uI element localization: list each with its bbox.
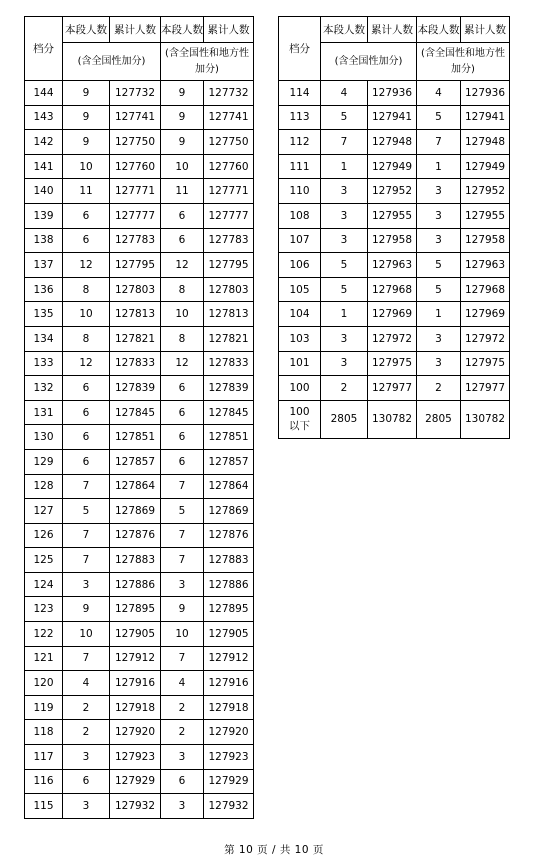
cumulative-count-cell: 127777 xyxy=(204,203,254,228)
segment-count-cell: 11 xyxy=(63,179,110,204)
segment-count-cell: 3 xyxy=(161,745,204,770)
table-row xyxy=(25,597,254,622)
cumulative-count-cell: 127949 xyxy=(368,154,417,179)
segment-count-cell: 3 xyxy=(417,203,461,228)
segment-count-cell: 2 xyxy=(161,695,204,720)
segment-count-cell: 9 xyxy=(63,105,110,130)
segment-count-cell: 5 xyxy=(417,105,461,130)
segment-count-cell: 5 xyxy=(161,499,204,524)
cumulative-count-cell: 127750 xyxy=(204,130,254,155)
cumulative-count-cell: 127918 xyxy=(110,695,161,720)
cumulative-count-cell: 127912 xyxy=(204,646,254,671)
segment-count-cell: 2805 xyxy=(321,400,368,438)
cumulative-count-cell: 127963 xyxy=(368,253,417,278)
score-cell: 127 xyxy=(25,499,63,524)
segment-count-cell: 6 xyxy=(63,449,110,474)
segment-count-cell: 2 xyxy=(321,376,368,401)
cumulative-count-cell: 127936 xyxy=(368,81,417,106)
cumulative-count-cell: 127905 xyxy=(110,622,161,647)
header-score: 档分 xyxy=(279,17,321,81)
score-cell: 100 xyxy=(279,376,321,401)
table-row xyxy=(25,695,254,720)
cumulative-count-cell: 127886 xyxy=(204,572,254,597)
cumulative-count-cell: 127813 xyxy=(110,302,161,327)
cumulative-count-cell: 127958 xyxy=(368,228,417,253)
score-cell: 110 xyxy=(279,179,321,204)
segment-count-cell: 6 xyxy=(161,203,204,228)
segment-count-cell: 1 xyxy=(417,154,461,179)
segment-count-cell: 3 xyxy=(63,745,110,770)
table-row xyxy=(25,154,254,179)
score-cell: 136 xyxy=(25,277,63,302)
cumulative-count-cell: 127969 xyxy=(461,302,510,327)
cumulative-count-cell: 127845 xyxy=(204,400,254,425)
segment-count-cell: 6 xyxy=(161,376,204,401)
cumulative-count-cell: 127975 xyxy=(461,351,510,376)
score-cell: 116 xyxy=(25,769,63,794)
table-row xyxy=(25,130,254,155)
table-row xyxy=(25,548,254,573)
segment-count-cell: 2805 xyxy=(417,400,461,438)
score-cell: 119 xyxy=(25,695,63,720)
segment-count-cell: 3 xyxy=(417,326,461,351)
table-row xyxy=(25,449,254,474)
segment-count-cell: 5 xyxy=(63,499,110,524)
table-row xyxy=(25,572,254,597)
score-line-suffix: 以下 xyxy=(289,420,310,433)
score-cell: 114 xyxy=(279,81,321,106)
segment-count-cell: 1 xyxy=(321,154,368,179)
table-row xyxy=(25,499,254,524)
cumulative-count-cell: 127948 xyxy=(368,130,417,155)
table-row xyxy=(25,622,254,647)
cumulative-count-cell: 127955 xyxy=(368,203,417,228)
cumulative-count-cell: 127923 xyxy=(110,745,161,770)
segment-count-cell: 9 xyxy=(63,130,110,155)
cumulative-count-cell: 130782 xyxy=(461,400,510,438)
table-row xyxy=(25,474,254,499)
cumulative-count-cell: 127886 xyxy=(110,572,161,597)
score-cell: 129 xyxy=(25,449,63,474)
segment-count-cell: 2 xyxy=(63,695,110,720)
cumulative-count-cell: 127783 xyxy=(110,228,161,253)
segment-count-cell: 12 xyxy=(161,351,204,376)
score-cell: 103 xyxy=(279,326,321,351)
cumulative-count-cell: 127864 xyxy=(110,474,161,499)
segment-count-cell: 3 xyxy=(417,351,461,376)
segment-count-cell: 6 xyxy=(63,425,110,450)
score-cell: 137 xyxy=(25,253,63,278)
segment-count-cell: 3 xyxy=(63,794,110,819)
segment-count-cell: 4 xyxy=(63,671,110,696)
cumulative-count-cell: 127869 xyxy=(110,499,161,524)
table-row xyxy=(279,277,510,302)
table-row xyxy=(25,326,254,351)
segment-count-cell: 7 xyxy=(161,523,204,548)
cumulative-count-cell: 127932 xyxy=(110,794,161,819)
table-row-below-100 xyxy=(279,400,510,438)
cumulative-count-cell: 127969 xyxy=(368,302,417,327)
segment-count-cell: 3 xyxy=(417,179,461,204)
cumulative-count-cell: 127923 xyxy=(204,745,254,770)
segment-count-cell: 6 xyxy=(63,203,110,228)
segment-count-cell: 12 xyxy=(63,351,110,376)
segment-count-cell: 12 xyxy=(161,253,204,278)
score-cell: 101 xyxy=(279,351,321,376)
segment-count-cell: 10 xyxy=(161,302,204,327)
score-cell: 131 xyxy=(25,400,63,425)
score-table-right xyxy=(278,16,510,439)
cumulative-count-cell: 127777 xyxy=(110,203,161,228)
score-cell: 111 xyxy=(279,154,321,179)
segment-count-cell: 10 xyxy=(63,622,110,647)
segment-count-cell: 6 xyxy=(161,400,204,425)
header-score: 档分 xyxy=(25,17,63,81)
segment-count-cell: 3 xyxy=(321,351,368,376)
table-row xyxy=(25,794,254,819)
segment-count-cell: 7 xyxy=(63,646,110,671)
table-row xyxy=(25,179,254,204)
segment-count-cell: 6 xyxy=(161,425,204,450)
cumulative-count-cell: 127949 xyxy=(461,154,510,179)
cumulative-count-cell: 127948 xyxy=(461,130,510,155)
score-cell: 144 xyxy=(25,81,63,106)
page-footer: 第 10 页 / 共 10 页 xyxy=(224,844,324,856)
cumulative-count-cell: 127920 xyxy=(204,720,254,745)
segment-count-cell: 6 xyxy=(63,228,110,253)
table-row xyxy=(25,400,254,425)
segment-count-cell: 7 xyxy=(161,548,204,573)
segment-count-cell: 10 xyxy=(161,622,204,647)
right-table-body xyxy=(279,17,510,439)
table-row xyxy=(25,277,254,302)
score-cell: 124 xyxy=(25,572,63,597)
segment-count-cell: 2 xyxy=(417,376,461,401)
cumulative-count-cell: 127895 xyxy=(110,597,161,622)
cumulative-count-cell: 127864 xyxy=(204,474,254,499)
segment-count-cell: 8 xyxy=(63,277,110,302)
cumulative-count-cell: 127883 xyxy=(204,548,254,573)
cumulative-count-cell: 127833 xyxy=(204,351,254,376)
header-cumulative-count: 累计人数 xyxy=(204,17,254,43)
table-row xyxy=(279,326,510,351)
segment-count-cell: 5 xyxy=(321,277,368,302)
segment-count-cell: 8 xyxy=(161,277,204,302)
segment-count-cell: 3 xyxy=(417,228,461,253)
cumulative-count-cell: 130782 xyxy=(368,400,417,438)
cumulative-count-cell: 127918 xyxy=(204,695,254,720)
segment-count-cell: 6 xyxy=(63,769,110,794)
cumulative-count-cell: 127771 xyxy=(204,179,254,204)
cumulative-count-cell: 127977 xyxy=(461,376,510,401)
header-segment-count: 本段人数 xyxy=(161,17,204,43)
cumulative-count-cell: 127977 xyxy=(368,376,417,401)
score-cell: 121 xyxy=(25,646,63,671)
cumulative-count-cell: 127920 xyxy=(110,720,161,745)
segment-count-cell: 6 xyxy=(161,449,204,474)
cumulative-count-cell: 127857 xyxy=(110,449,161,474)
score-cell: 105 xyxy=(279,277,321,302)
cumulative-count-cell: 127803 xyxy=(204,277,254,302)
segment-count-cell: 5 xyxy=(417,277,461,302)
table-row xyxy=(279,105,510,130)
score-cell: 133 xyxy=(25,351,63,376)
segment-count-cell: 3 xyxy=(321,326,368,351)
table-row xyxy=(279,228,510,253)
segment-count-cell: 3 xyxy=(63,572,110,597)
segment-count-cell: 3 xyxy=(321,203,368,228)
cumulative-count-cell: 127833 xyxy=(110,351,161,376)
segment-count-cell: 2 xyxy=(63,720,110,745)
segment-count-cell: 3 xyxy=(161,572,204,597)
segment-count-cell: 4 xyxy=(161,671,204,696)
table-row xyxy=(279,81,510,106)
segment-count-cell: 8 xyxy=(63,326,110,351)
score-cell: 139 xyxy=(25,203,63,228)
segment-count-cell: 6 xyxy=(161,769,204,794)
cumulative-count-cell: 127895 xyxy=(204,597,254,622)
segment-count-cell: 1 xyxy=(321,302,368,327)
score-cell: 140 xyxy=(25,179,63,204)
score-cell: 115 xyxy=(25,794,63,819)
score-cell: 134 xyxy=(25,326,63,351)
score-cell: 128 xyxy=(25,474,63,499)
cumulative-count-cell: 127941 xyxy=(368,105,417,130)
cumulative-count-cell: 127883 xyxy=(110,548,161,573)
segment-count-cell: 6 xyxy=(63,400,110,425)
segment-count-cell: 5 xyxy=(321,253,368,278)
segment-count-cell: 9 xyxy=(161,130,204,155)
segment-count-cell: 4 xyxy=(417,81,461,106)
score-cell: 132 xyxy=(25,376,63,401)
table-row xyxy=(25,425,254,450)
segment-count-cell: 7 xyxy=(63,548,110,573)
score-cell: 118 xyxy=(25,720,63,745)
cumulative-count-cell: 127968 xyxy=(368,277,417,302)
score-cell xyxy=(279,400,321,438)
cumulative-count-cell: 127857 xyxy=(204,449,254,474)
score-cell: 112 xyxy=(279,130,321,155)
cumulative-count-cell: 127760 xyxy=(204,154,254,179)
score-cell: 123 xyxy=(25,597,63,622)
segment-count-cell: 9 xyxy=(63,597,110,622)
score-line: 100 xyxy=(289,406,310,419)
segment-count-cell: 6 xyxy=(161,228,204,253)
segment-count-cell: 9 xyxy=(161,81,204,106)
score-cell: 130 xyxy=(25,425,63,450)
score-cell: 141 xyxy=(25,154,63,179)
segment-count-cell: 12 xyxy=(63,253,110,278)
cumulative-count-cell: 127972 xyxy=(461,326,510,351)
cumulative-count-cell: 127851 xyxy=(110,425,161,450)
table-row xyxy=(279,179,510,204)
segment-count-cell: 9 xyxy=(63,81,110,106)
segment-count-cell: 8 xyxy=(161,326,204,351)
segment-count-cell: 10 xyxy=(161,154,204,179)
cumulative-count-cell: 127941 xyxy=(461,105,510,130)
header-note-national-local: (含全国性和地方性加分) xyxy=(417,43,510,81)
segment-count-cell: 7 xyxy=(417,130,461,155)
table-row xyxy=(25,376,254,401)
cumulative-count-cell: 127952 xyxy=(461,179,510,204)
segment-count-cell: 3 xyxy=(321,228,368,253)
score-cell: 142 xyxy=(25,130,63,155)
cumulative-count-cell: 127750 xyxy=(110,130,161,155)
cumulative-count-cell: 127905 xyxy=(204,622,254,647)
score-cell: 125 xyxy=(25,548,63,573)
segment-count-cell: 3 xyxy=(161,794,204,819)
segment-count-cell: 2 xyxy=(161,720,204,745)
table-row xyxy=(279,351,510,376)
cumulative-count-cell: 127783 xyxy=(204,228,254,253)
segment-count-cell: 6 xyxy=(63,376,110,401)
cumulative-count-cell: 127932 xyxy=(204,794,254,819)
cumulative-count-cell: 127916 xyxy=(204,671,254,696)
score-cell: 143 xyxy=(25,105,63,130)
segment-count-cell: 9 xyxy=(161,597,204,622)
table-row xyxy=(279,376,510,401)
score-cell: 108 xyxy=(279,203,321,228)
segment-count-cell: 7 xyxy=(161,646,204,671)
segment-count-cell: 7 xyxy=(161,474,204,499)
score-cell: 106 xyxy=(279,253,321,278)
cumulative-count-cell: 127760 xyxy=(110,154,161,179)
cumulative-count-cell: 127732 xyxy=(204,81,254,106)
left-table-body xyxy=(25,17,254,819)
cumulative-count-cell: 127795 xyxy=(204,253,254,278)
segment-count-cell: 5 xyxy=(417,253,461,278)
table-row xyxy=(25,671,254,696)
cumulative-count-cell: 127936 xyxy=(461,81,510,106)
cumulative-count-cell: 127839 xyxy=(204,376,254,401)
score-cell: 135 xyxy=(25,302,63,327)
header-segment-count: 本段人数 xyxy=(321,17,368,43)
cumulative-count-cell: 127958 xyxy=(461,228,510,253)
cumulative-count-cell: 127929 xyxy=(204,769,254,794)
table-row xyxy=(25,228,254,253)
cumulative-count-cell: 127821 xyxy=(110,326,161,351)
table-row xyxy=(279,203,510,228)
cumulative-count-cell: 127952 xyxy=(368,179,417,204)
segment-count-cell: 9 xyxy=(161,105,204,130)
header-note-national: (含全国性加分) xyxy=(63,43,161,81)
table-row xyxy=(279,154,510,179)
score-cell: 122 xyxy=(25,622,63,647)
cumulative-count-cell: 127821 xyxy=(204,326,254,351)
cumulative-count-cell: 127732 xyxy=(110,81,161,106)
cumulative-count-cell: 127968 xyxy=(461,277,510,302)
cumulative-count-cell: 127741 xyxy=(110,105,161,130)
table-row xyxy=(25,302,254,327)
segment-count-cell: 4 xyxy=(321,81,368,106)
segment-count-cell: 7 xyxy=(63,523,110,548)
cumulative-count-cell: 127813 xyxy=(204,302,254,327)
cumulative-count-cell: 127851 xyxy=(204,425,254,450)
score-cell: 104 xyxy=(279,302,321,327)
header-note-national-local: (含全国性和地方性加分) xyxy=(161,43,254,81)
table-row xyxy=(25,646,254,671)
cumulative-count-cell: 127876 xyxy=(110,523,161,548)
score-cell: 120 xyxy=(25,671,63,696)
table-row xyxy=(279,302,510,327)
score-table-left xyxy=(24,16,254,819)
score-cell: 107 xyxy=(279,228,321,253)
table-row xyxy=(25,203,254,228)
table-row xyxy=(279,253,510,278)
table-row xyxy=(25,105,254,130)
segment-count-cell: 10 xyxy=(63,154,110,179)
cumulative-count-cell: 127929 xyxy=(110,769,161,794)
header-cumulative-count: 累计人数 xyxy=(368,17,417,43)
segment-count-cell: 10 xyxy=(63,302,110,327)
table-row xyxy=(25,745,254,770)
table-row xyxy=(279,130,510,155)
cumulative-count-cell: 127839 xyxy=(110,376,161,401)
score-cell: 117 xyxy=(25,745,63,770)
header-cumulative-count: 累计人数 xyxy=(461,17,510,43)
table-row xyxy=(25,253,254,278)
cumulative-count-cell: 127803 xyxy=(110,277,161,302)
segment-count-cell: 1 xyxy=(417,302,461,327)
cumulative-count-cell: 127741 xyxy=(204,105,254,130)
table-row xyxy=(25,769,254,794)
cumulative-count-cell: 127869 xyxy=(204,499,254,524)
table-row xyxy=(25,720,254,745)
cumulative-count-cell: 127771 xyxy=(110,179,161,204)
score-cell: 138 xyxy=(25,228,63,253)
cumulative-count-cell: 127845 xyxy=(110,400,161,425)
cumulative-count-cell: 127916 xyxy=(110,671,161,696)
table-row xyxy=(25,523,254,548)
cumulative-count-cell: 127795 xyxy=(110,253,161,278)
score-cell: 126 xyxy=(25,523,63,548)
header-note-national: (含全国性加分) xyxy=(321,43,417,81)
segment-count-cell: 7 xyxy=(63,474,110,499)
header-cumulative-count: 累计人数 xyxy=(110,17,161,43)
table-row xyxy=(25,351,254,376)
cumulative-count-cell: 127972 xyxy=(368,326,417,351)
cumulative-count-cell: 127975 xyxy=(368,351,417,376)
cumulative-count-cell: 127876 xyxy=(204,523,254,548)
header-segment-count: 本段人数 xyxy=(63,17,110,43)
cumulative-count-cell: 127955 xyxy=(461,203,510,228)
segment-count-cell: 3 xyxy=(321,179,368,204)
score-cell: 113 xyxy=(279,105,321,130)
cumulative-count-cell: 127912 xyxy=(110,646,161,671)
header-segment-count: 本段人数 xyxy=(417,17,461,43)
table-row xyxy=(25,81,254,106)
cumulative-count-cell: 127963 xyxy=(461,253,510,278)
segment-count-cell: 7 xyxy=(321,130,368,155)
segment-count-cell: 11 xyxy=(161,179,204,204)
segment-count-cell: 5 xyxy=(321,105,368,130)
